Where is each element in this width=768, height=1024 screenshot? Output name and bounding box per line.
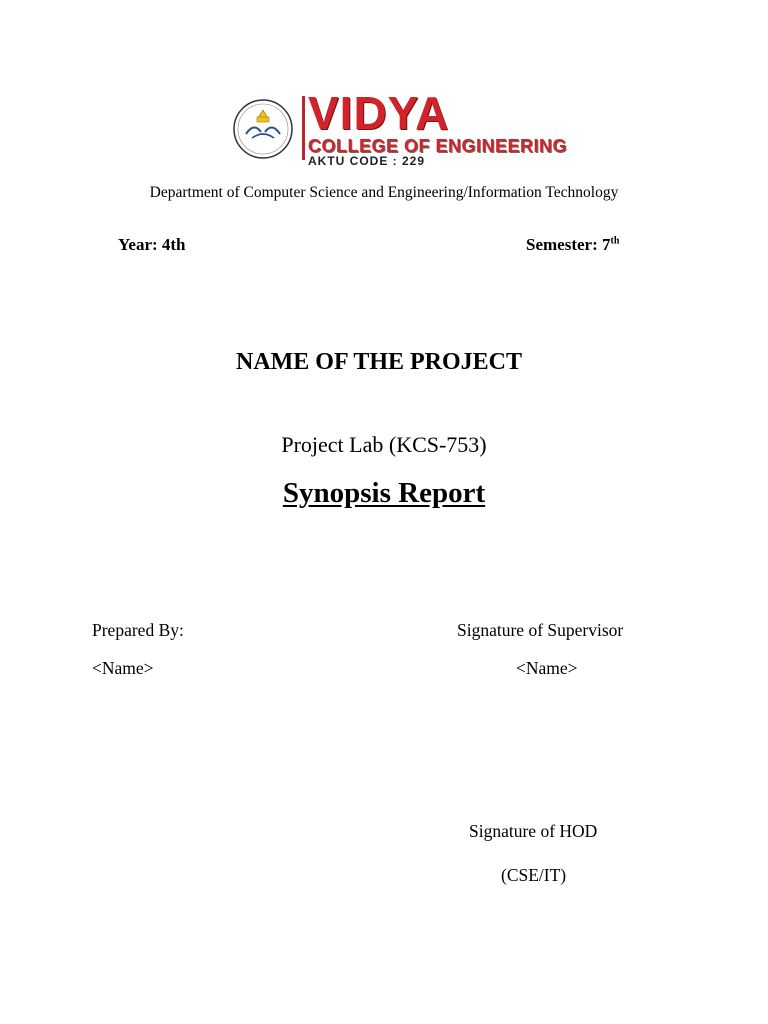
supervisor-name: <Name> bbox=[516, 658, 578, 678]
hod-signature-label: Signature of HOD bbox=[469, 821, 598, 841]
college-name: COLLEGE OF ENGINEERING bbox=[308, 136, 568, 156]
project-lab-line: Project Lab (KCS-753) bbox=[281, 432, 487, 457]
aktu-code: AKTU CODE : 229 bbox=[308, 154, 426, 168]
semester-label bbox=[526, 235, 619, 255]
report-title: Synopsis Report bbox=[282, 477, 486, 509]
supervisor-signature-label: Signature of Supervisor bbox=[457, 620, 624, 640]
brand-name: VIDYA bbox=[308, 87, 450, 139]
logo-divider bbox=[302, 96, 305, 160]
hod-department: (CSE/IT) bbox=[501, 865, 567, 885]
semester-suffix: th bbox=[610, 235, 620, 247]
year-label: Year: 4th bbox=[118, 235, 186, 254]
prepared-by-label: Prepared By: bbox=[92, 620, 184, 640]
college-logo bbox=[232, 87, 568, 168]
project-name-heading: NAME OF THE PROJECT bbox=[235, 349, 523, 375]
college-emblem-icon bbox=[232, 98, 294, 160]
semester-text: Semester: 7 bbox=[526, 235, 611, 254]
prepared-by-name: <Name> bbox=[92, 658, 154, 678]
department-line: Department of Computer Science and Engineering/Information Technology bbox=[149, 184, 619, 201]
